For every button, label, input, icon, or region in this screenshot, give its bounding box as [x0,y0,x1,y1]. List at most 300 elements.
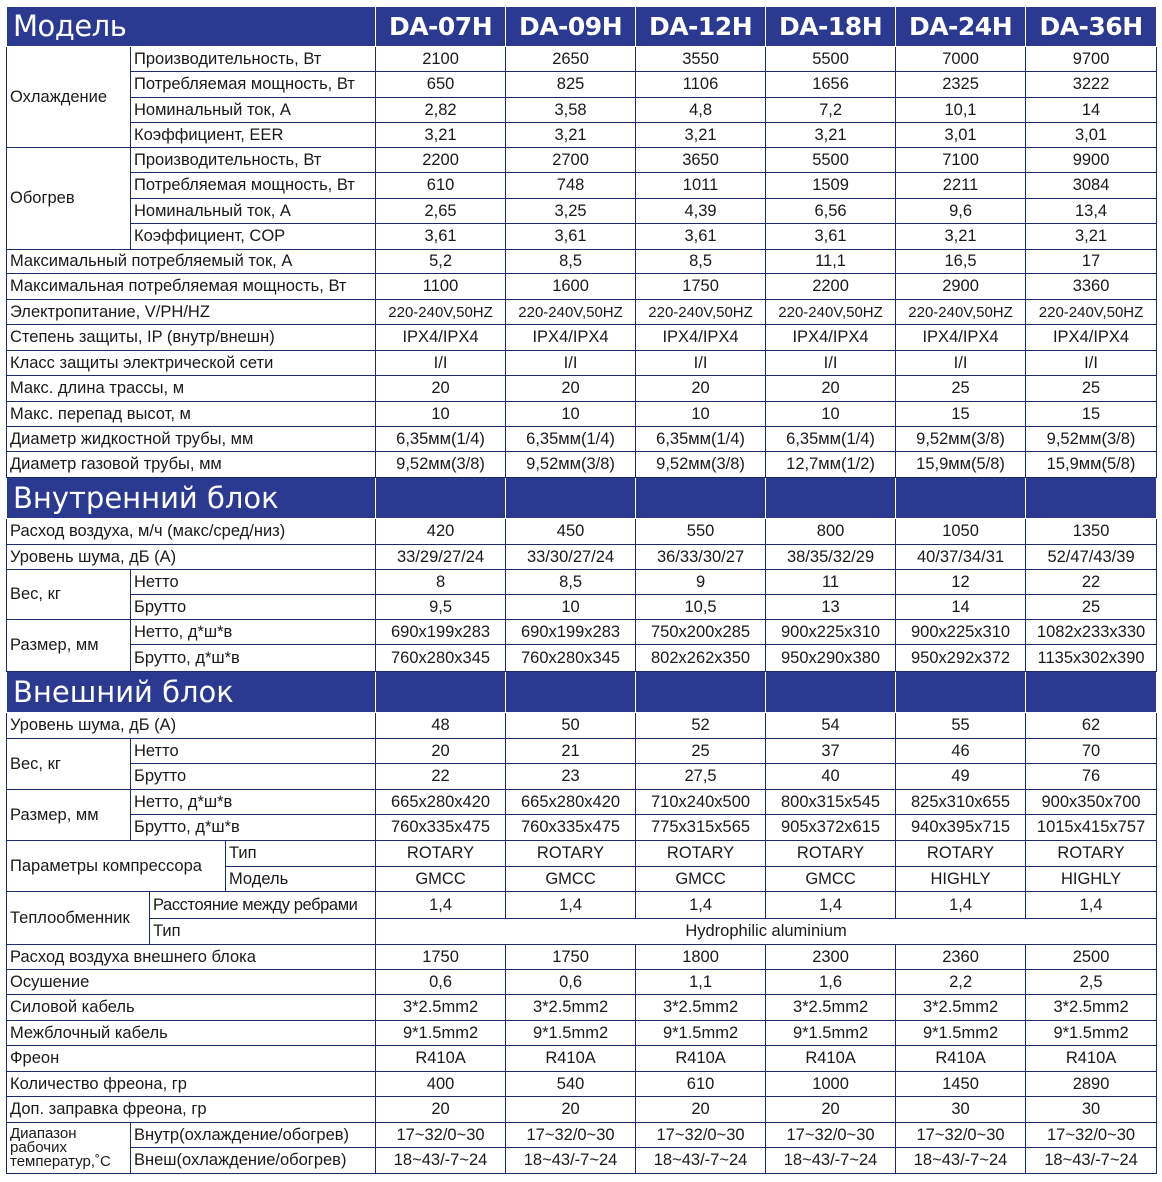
value-cell: 2650 [506,47,636,72]
value-cell: 33/29/27/24 [376,545,506,570]
value-cell: 950x292x372 [896,645,1026,672]
value-cell: 2360 [896,945,1026,970]
value-cell: 540 [506,1072,636,1097]
value-cell: IPX4/IPX4 [636,325,766,351]
value-cell: 52 [636,713,766,739]
value-cell: ROTARY [506,841,636,867]
section-fill [636,672,766,713]
value-cell: 6,35мм(1/4) [766,427,896,452]
value-cell: 17~32/0~30 [636,1123,766,1148]
value-cell: 905x372x615 [766,815,896,841]
value-cell: 3*2.5mm2 [506,995,636,1021]
value-cell: 3,01 [1026,123,1157,148]
value-cell: 10 [376,402,506,427]
value-cell: 2300 [766,945,896,970]
spec-row [7,224,1157,250]
spec-row [7,945,1157,970]
value-cell: 1,6 [766,970,896,995]
value-cell: 3084 [1026,173,1157,199]
spec-row [7,519,1157,545]
sub-label: Внеш(охлаждение/обогрев) [131,1148,376,1174]
value-cell: 30 [1026,1097,1157,1123]
value-cell: IPX4/IPX4 [1026,325,1157,351]
row-label: Уровень шума, дБ (А) [7,713,376,739]
row-label: Диаметр газовой трубы, мм [7,452,376,478]
sub-label: Коэффициент, EER [131,123,376,148]
sub-label: Нетто [131,739,376,764]
spec-row [7,841,1157,867]
value-cell: 900x350x700 [1026,790,1157,815]
value-cell: 3,21 [766,123,896,148]
row-label: Межблочный кабель [7,1021,376,1046]
group-label: Теплообменник [7,892,150,945]
value-cell: 760x335x475 [376,815,506,841]
merged-value-cell: Hydrophilic aluminium [376,919,1157,945]
value-cell: 11,1 [766,250,896,274]
sub-label: Потребляемая мощность, Вт [131,72,376,98]
value-cell: 14 [1026,98,1157,123]
value-cell: 20 [636,376,766,402]
value-cell: 9,52мм(3/8) [636,452,766,478]
value-cell: I/I [896,351,1026,376]
spec-row [7,72,1157,98]
section-fill [896,478,1026,519]
value-cell: 38/35/32/29 [766,545,896,570]
spec-row [7,570,1157,595]
value-cell: 55 [896,713,1026,739]
value-cell: 3,61 [376,224,506,250]
value-cell: 12,7мм(1/2) [766,452,896,478]
value-cell: 50 [506,713,636,739]
value-cell: 6,56 [766,199,896,224]
value-cell: 2,82 [376,98,506,123]
section-fill [506,478,636,519]
value-cell: GMCC [376,867,506,892]
spec-row [7,919,1157,945]
sub-label: Номинальный ток, А [131,199,376,224]
sub-label: Нетто, д*ш*в [131,790,376,815]
value-cell: 3,01 [896,123,1026,148]
spec-row [7,1021,1157,1046]
sub-label: Модель [226,867,376,892]
row-label: Осушение [7,970,376,995]
row-label: Степень защиты, IP (внутр/внешн) [7,325,376,351]
group-label: Диапазон рабочих температур,˚С [7,1123,131,1174]
value-cell: I/I [506,351,636,376]
sub-label: Номинальный ток, А [131,98,376,123]
sub-label: Производительность, Вт [131,47,376,72]
value-cell: 3,58 [506,98,636,123]
value-cell: 10 [636,402,766,427]
spec-row [7,47,1157,72]
value-cell: 2200 [766,274,896,300]
spec-row [7,325,1157,351]
section-header-outdoor [7,672,1157,713]
spec-row [7,713,1157,739]
spec-row [7,764,1157,790]
value-cell: 1011 [636,173,766,199]
value-cell: 20 [766,376,896,402]
value-cell: 18~43/-7~24 [766,1148,896,1174]
section-fill [1026,478,1157,519]
value-cell: 10,5 [636,595,766,620]
value-cell: 2,2 [896,970,1026,995]
value-cell: 25 [896,376,1026,402]
value-cell: 3550 [636,47,766,72]
sub-label: Брутто [131,764,376,790]
value-cell: 800 [766,519,896,545]
row-label: Электропитание, V/PH/HZ [7,300,376,325]
value-cell: 1050 [896,519,1026,545]
section-fill [506,672,636,713]
value-cell: 220-240V,50HZ [1026,300,1157,325]
spec-row [7,892,1157,919]
value-cell: 825 [506,72,636,98]
value-cell: 36/33/30/27 [636,545,766,570]
value-cell: 220-240V,50HZ [766,300,896,325]
value-cell: 37 [766,739,896,764]
value-cell: 30 [896,1097,1026,1123]
value-cell: 17~32/0~30 [376,1123,506,1148]
sub-label: Потребляемая мощность, Вт [131,173,376,199]
value-cell: 1100 [376,274,506,300]
spec-row [7,376,1157,402]
spec-row [7,250,1157,274]
value-cell: 3,61 [636,224,766,250]
value-cell: 17~32/0~30 [506,1123,636,1148]
value-cell: 9,5 [376,595,506,620]
value-cell: 2100 [376,47,506,72]
value-cell: 400 [376,1072,506,1097]
value-cell: 8,5 [636,250,766,274]
model-name: DA-36H [1026,7,1157,47]
value-cell: 48 [376,713,506,739]
row-label: Макс. длина трассы, м [7,376,376,402]
row-label: Расход воздуха внешнего блока [7,945,376,970]
value-cell: 1,4 [636,892,766,919]
row-label: Макс. перепад высот, м [7,402,376,427]
value-cell: 9,52мм(3/8) [1026,427,1157,452]
spec-row [7,1046,1157,1072]
value-cell: 1,4 [1026,892,1157,919]
value-cell: 710x240x500 [636,790,766,815]
header-row [7,7,1157,47]
spec-row [7,173,1157,199]
value-cell: 1450 [896,1072,1026,1097]
value-cell: IPX4/IPX4 [506,325,636,351]
value-cell: 760x335x475 [506,815,636,841]
value-cell: 25 [1026,595,1157,620]
spec-row [7,739,1157,764]
value-cell: 4,39 [636,199,766,224]
row-label: Доп. заправка фреона, гр [7,1097,376,1123]
value-cell: 1750 [506,945,636,970]
value-cell: ROTARY [376,841,506,867]
value-cell: 2200 [376,148,506,173]
row-label: Силовой кабель [7,995,376,1021]
value-cell: 1,4 [896,892,1026,919]
value-cell: 690x199x283 [376,620,506,645]
value-cell: 46 [896,739,1026,764]
value-cell: GMCC [766,867,896,892]
value-cell: 800x315x545 [766,790,896,815]
value-cell: 775x315x565 [636,815,766,841]
value-cell: ROTARY [766,841,896,867]
group-label-cooling: Охлаждение [7,47,131,148]
value-cell: 25 [1026,376,1157,402]
spec-row [7,645,1157,672]
sub-label: Брутто, д*ш*в [131,815,376,841]
section-title-outdoor: Внешний блок [7,672,376,713]
value-cell: 1509 [766,173,896,199]
value-cell: 1015x415x757 [1026,815,1157,841]
spec-table [6,6,1157,1174]
value-cell: IPX4/IPX4 [896,325,1026,351]
row-label: Класс защиты электрической сети [7,351,376,376]
value-cell: 2700 [506,148,636,173]
spec-row [7,351,1157,376]
value-cell: HIGHLY [1026,867,1157,892]
value-cell: 18~43/-7~24 [1026,1148,1157,1174]
spec-row [7,970,1157,995]
value-cell: 1350 [1026,519,1157,545]
value-cell: 0,6 [506,970,636,995]
section-header-indoor [7,478,1157,519]
value-cell: 13 [766,595,896,620]
value-cell: 3*2.5mm2 [766,995,896,1021]
value-cell: 3,61 [506,224,636,250]
value-cell: 6,35мм(1/4) [636,427,766,452]
spec-row [7,995,1157,1021]
value-cell: 6,35мм(1/4) [506,427,636,452]
value-cell: 2890 [1026,1072,1157,1097]
group-label: Вес, кг [7,570,131,620]
section-fill [1026,672,1157,713]
row-label: Уровень шума, дБ (А) [7,545,376,570]
value-cell: 2900 [896,274,1026,300]
value-cell: 9,52мм(3/8) [506,452,636,478]
spec-row [7,1148,1157,1174]
value-cell: 25 [636,739,766,764]
value-cell: R410A [376,1046,506,1072]
value-cell: 1000 [766,1072,896,1097]
value-cell: 40/37/34/31 [896,545,1026,570]
value-cell: 70 [1026,739,1157,764]
value-cell: 18~43/-7~24 [896,1148,1026,1174]
sub-label: Тип [150,919,376,945]
value-cell: 21 [506,739,636,764]
value-cell: 1750 [636,274,766,300]
value-cell: I/I [376,351,506,376]
value-cell: 9*1.5mm2 [896,1021,1026,1046]
value-cell: 9*1.5mm2 [376,1021,506,1046]
value-cell: HIGHLY [896,867,1026,892]
value-cell: 14 [896,595,1026,620]
sub-label: Тип [226,841,376,867]
value-cell: 18~43/-7~24 [636,1148,766,1174]
value-cell: 22 [1026,570,1157,595]
value-cell: 900x225x310 [896,620,1026,645]
value-cell: 8 [376,570,506,595]
group-label: Размер, мм [7,620,131,672]
value-cell: 760x280x345 [376,645,506,672]
section-title-indoor: Внутренний блок [7,478,376,519]
value-cell: 1,1 [636,970,766,995]
value-cell: 825x310x655 [896,790,1026,815]
value-cell: 760x280x345 [506,645,636,672]
value-cell: 3,21 [896,224,1026,250]
spec-row [7,815,1157,841]
value-cell: 1,4 [506,892,636,919]
value-cell: 9*1.5mm2 [636,1021,766,1046]
row-label: Диаметр жидкостной трубы, мм [7,427,376,452]
value-cell: 15 [1026,402,1157,427]
spec-row [7,300,1157,325]
value-cell: 9 [636,570,766,595]
value-cell: 950x290x380 [766,645,896,672]
value-cell: I/I [636,351,766,376]
spec-row [7,148,1157,173]
value-cell: 9*1.5mm2 [506,1021,636,1046]
sub-label: Производительность, Вт [131,148,376,173]
section-fill [766,672,896,713]
value-cell: 27,5 [636,764,766,790]
value-cell: 17~32/0~30 [896,1123,1026,1148]
value-cell: 20 [376,739,506,764]
value-cell: 7000 [896,47,1026,72]
sub-label: Нетто, д*ш*в [131,620,376,645]
model-name: DA-24H [896,7,1026,47]
group-label: Параметры компрессора [7,841,226,892]
value-cell: 62 [1026,713,1157,739]
value-cell: 54 [766,713,896,739]
value-cell: 5,2 [376,250,506,274]
section-fill [376,478,506,519]
value-cell: 10 [506,595,636,620]
value-cell: 750x200x285 [636,620,766,645]
value-cell: 220-240V,50HZ [376,300,506,325]
value-cell: 3*2.5mm2 [376,995,506,1021]
value-cell: 11 [766,570,896,595]
spec-row [7,545,1157,570]
value-cell: 7100 [896,148,1026,173]
value-cell: 610 [376,173,506,199]
value-cell: 690x199x283 [506,620,636,645]
row-label: Максимальный потребляемый ток, А [7,250,376,274]
value-cell: 7,2 [766,98,896,123]
row-label: Максимальная потребляемая мощность, Вт [7,274,376,300]
value-cell: R410A [636,1046,766,1072]
group-label: Размер, мм [7,790,131,841]
value-cell: 1750 [376,945,506,970]
model-name: DA-09H [506,7,636,47]
spec-row [7,790,1157,815]
value-cell: R410A [766,1046,896,1072]
value-cell: 2211 [896,173,1026,199]
value-cell: 18~43/-7~24 [506,1148,636,1174]
value-cell: 33/30/27/24 [506,545,636,570]
value-cell: R410A [1026,1046,1157,1072]
spec-row [7,427,1157,452]
value-cell: R410A [506,1046,636,1072]
value-cell: 3650 [636,148,766,173]
value-cell: 18~43/-7~24 [376,1148,506,1174]
sub-label: Брутто [131,595,376,620]
section-fill [896,672,1026,713]
value-cell: GMCC [506,867,636,892]
value-cell: 1135x302x390 [1026,645,1157,672]
value-cell: 0,6 [376,970,506,995]
value-cell: 52/47/43/39 [1026,545,1157,570]
value-cell: 1656 [766,72,896,98]
value-cell: 9*1.5mm2 [766,1021,896,1046]
value-cell: ROTARY [1026,841,1157,867]
value-cell: 9900 [1026,148,1157,173]
value-cell: 1106 [636,72,766,98]
value-cell: 17~32/0~30 [766,1123,896,1148]
group-label-heating: Обогрев [7,148,131,250]
spec-row [7,1072,1157,1097]
spec-row [7,98,1157,123]
value-cell: 13,4 [1026,199,1157,224]
value-cell: 650 [376,72,506,98]
value-cell: 550 [636,519,766,545]
model-name: DA-07H [376,7,506,47]
value-cell: 15 [896,402,1026,427]
value-cell: 1082x233x330 [1026,620,1157,645]
value-cell: 450 [506,519,636,545]
value-cell: 9700 [1026,47,1157,72]
value-cell: IPX4/IPX4 [376,325,506,351]
value-cell: 220-240V,50HZ [896,300,1026,325]
value-cell: 12 [896,570,1026,595]
value-cell: 3*2.5mm2 [636,995,766,1021]
spec-row [7,402,1157,427]
value-cell: I/I [1026,351,1157,376]
value-cell: 17 [1026,250,1157,274]
spec-row [7,123,1157,148]
value-cell: 49 [896,764,1026,790]
row-label: Расход воздуха, м/ч (макс/сред/низ) [7,519,376,545]
value-cell: 15,9мм(5/8) [896,452,1026,478]
section-fill [376,672,506,713]
value-cell: 940x395x715 [896,815,1026,841]
value-cell: 3,21 [1026,224,1157,250]
sub-label: Нетто [131,570,376,595]
value-cell: 1,4 [766,892,896,919]
value-cell: 20 [636,1097,766,1123]
value-cell: 6,35мм(1/4) [376,427,506,452]
value-cell: 9,52мм(3/8) [376,452,506,478]
value-cell: IPX4/IPX4 [766,325,896,351]
value-cell: 802x262x350 [636,645,766,672]
value-cell: 9,52мм(3/8) [896,427,1026,452]
value-cell: 8,5 [506,570,636,595]
value-cell: 15,9мм(5/8) [1026,452,1157,478]
model-name: DA-12H [636,7,766,47]
value-cell: 3*2.5mm2 [896,995,1026,1021]
value-cell: 748 [506,173,636,199]
value-cell: 3*2.5mm2 [1026,995,1157,1021]
group-label: Вес, кг [7,739,131,790]
spec-table-container [6,6,1157,1174]
value-cell: 220-240V,50HZ [636,300,766,325]
value-cell: 17~32/0~30 [1026,1123,1157,1148]
sub-label: Расстояние между ребрами [150,892,376,919]
value-cell: 8,5 [506,250,636,274]
value-cell: 10 [766,402,896,427]
spec-row [7,595,1157,620]
